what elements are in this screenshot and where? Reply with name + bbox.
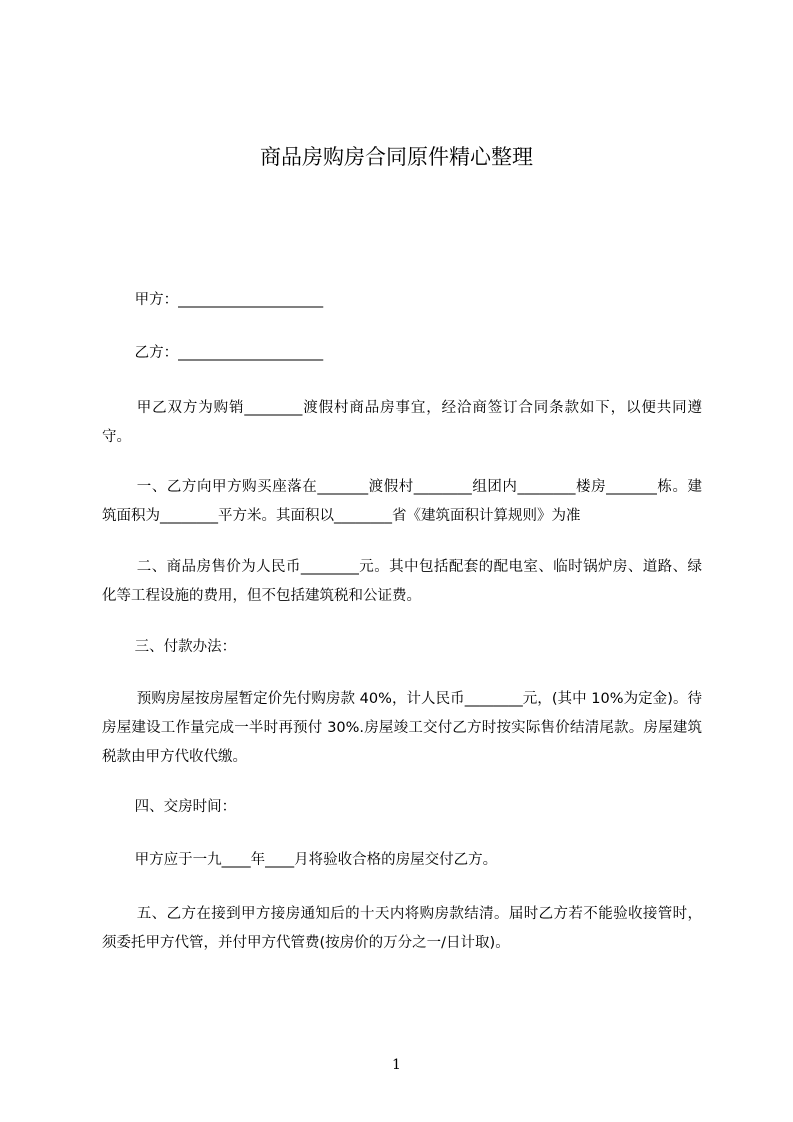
clause-4-body: 甲方应于一九____年____月将验收合格的房屋交付乙方。 bbox=[134, 852, 498, 868]
clause-5-paragraph: 五、乙方在接到甲方接房通知后的十天内将购房款结清。届时乙方若不能验收接管时，须委托甲方代管，并付甲方代管费(按房价的万分之一/日计取)。 bbox=[102, 906, 702, 951]
page-number: 1 bbox=[392, 1057, 401, 1073]
clause-3-body: 预购房屋按房屋暂定价先付购房款 40%，计人民币________元，(其中 10%为定金)。待房屋建设工作量完成一半时再预付 30%.房屋竣工交付乙方时按实际售价结清尾款。房屋建筑税款由甲方代收代缴。 bbox=[102, 691, 702, 765]
page-title: 商品房购房合同原件精心整理 bbox=[260, 145, 533, 169]
party-b-line: 乙方：____________________ bbox=[134, 345, 324, 361]
clause-2-paragraph: 二、商品房售价为人民币________元。其中包括配套的配电室、临时锅炉房、道路、绿化等工程设施的费用，但不包括建筑税和公证费。 bbox=[102, 559, 702, 604]
preamble-paragraph: 甲乙双方为购销________渡假村商品房事宜，经洽商签订合同条款如下，以便共同遵守。 bbox=[102, 400, 702, 445]
clause-4-heading: 四、交房时间： bbox=[134, 799, 237, 815]
clause-3-heading: 三、付款办法： bbox=[134, 639, 237, 655]
clause-1-paragraph: 一、乙方向甲方购买座落在_______渡假村________组团内________楼房_______栋。建筑面积为________平方米。其面积以________省《建筑面积计算规则》为准 bbox=[102, 479, 702, 524]
party-a-line: 甲方：____________________ bbox=[134, 292, 324, 308]
